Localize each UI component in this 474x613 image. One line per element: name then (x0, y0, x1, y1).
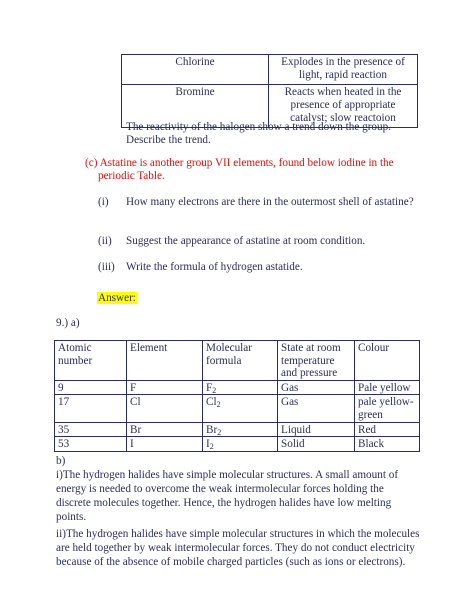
cell-element: F (127, 380, 203, 395)
table-cell-description: Explodes in the presence of light, rapid reaction (269, 55, 418, 85)
cell-colour: Black (355, 437, 420, 452)
halogen-properties-table (54, 340, 420, 452)
formula-symbol: Cl (206, 396, 217, 409)
header-element: Element (127, 341, 203, 381)
cell-state: Solid (278, 437, 355, 452)
trend-question-line1: The reactivity of the halogen show a trend down the group. (126, 121, 392, 133)
cell-formula (203, 380, 278, 395)
reactivity-table (121, 54, 418, 128)
trend-question-line2: Describe the trend. (126, 134, 211, 146)
header-molecular-formula: Molecular formula (203, 341, 278, 381)
question-iii-text: Write the formula of hydrogen astatide. (126, 261, 303, 273)
cell-element: Cl (127, 395, 203, 422)
cell-colour: pale yellow-green (355, 395, 420, 422)
formula-subscript: 2 (209, 442, 214, 452)
answer-label (97, 292, 137, 305)
formula-symbol: I (206, 438, 210, 451)
formula-subscript: 2 (216, 400, 221, 410)
table-row (55, 422, 420, 437)
formula-subscript: 2 (212, 385, 217, 395)
part-c-intro-line1: (c) Astatine is another group VII elements, found below iodine in the (85, 157, 394, 169)
cell-formula (203, 422, 278, 437)
formula-subscript: 2 (217, 427, 222, 437)
cell-element: Br (127, 422, 203, 437)
table-cell-description: Reacts when heated in the presence of appropriate catalyst; slow reactoion (269, 85, 418, 128)
cell-atomic-number: 53 (55, 437, 127, 452)
question-9a-label: 9.) a) (56, 317, 80, 329)
cell-state: Liquid (278, 422, 355, 437)
question-ii-text: Suggest the appearance of astatine at room condition. (126, 235, 366, 247)
cell-atomic-number: 17 (55, 395, 127, 422)
formula-symbol: Br (206, 423, 218, 436)
cell-formula (203, 395, 278, 422)
table-row (55, 380, 420, 395)
cell-formula (203, 437, 278, 452)
cell-colour: Red (355, 422, 420, 437)
part-c-intro-line2: periodic Table. (98, 170, 165, 182)
formula-symbol: F (206, 381, 213, 394)
table-row (55, 437, 420, 452)
table-cell-element: Chlorine (122, 55, 269, 85)
table-header-row (55, 341, 420, 381)
header-state: State at room temperature and pressure (278, 341, 355, 381)
question-i-number: (i) (98, 196, 109, 208)
cell-state: Gas (278, 395, 355, 422)
header-colour: Colour (355, 341, 420, 381)
table-row (122, 55, 418, 85)
answer-highlight: Answer: (98, 292, 136, 304)
question-i-text: How many electrons are there in the outermost shell of astatine? (126, 196, 414, 208)
cell-atomic-number: 9 (55, 380, 127, 395)
part-b-label: b) (56, 455, 66, 467)
table-cell-element: Bromine (122, 85, 269, 128)
question-ii-number: (ii) (98, 235, 112, 247)
question-iii-number: (iii) (98, 261, 115, 273)
cell-colour: Pale yellow (355, 380, 420, 395)
answer-i-paragraph: i)The hydrogen halides have simple molecular structures. A small amount of energy is needed to overcome the weak intermolecular forces holding the discrete molecules together. Hence, the hydrogen halides have low melting points. (56, 469, 399, 523)
answer-ii-paragraph: ii)The hydrogen halides have simple molecular structures in which the molecules are held together by weak intermolecular forces. They do not conduct electricity because of the absence of mobile charged particles (such as ions or electrons). (56, 528, 420, 568)
cell-atomic-number: 35 (55, 422, 127, 437)
cell-element: I (127, 437, 203, 452)
cell-state: Gas (278, 380, 355, 395)
table-row (55, 395, 420, 422)
header-atomic-number: Atomic number (55, 341, 127, 381)
